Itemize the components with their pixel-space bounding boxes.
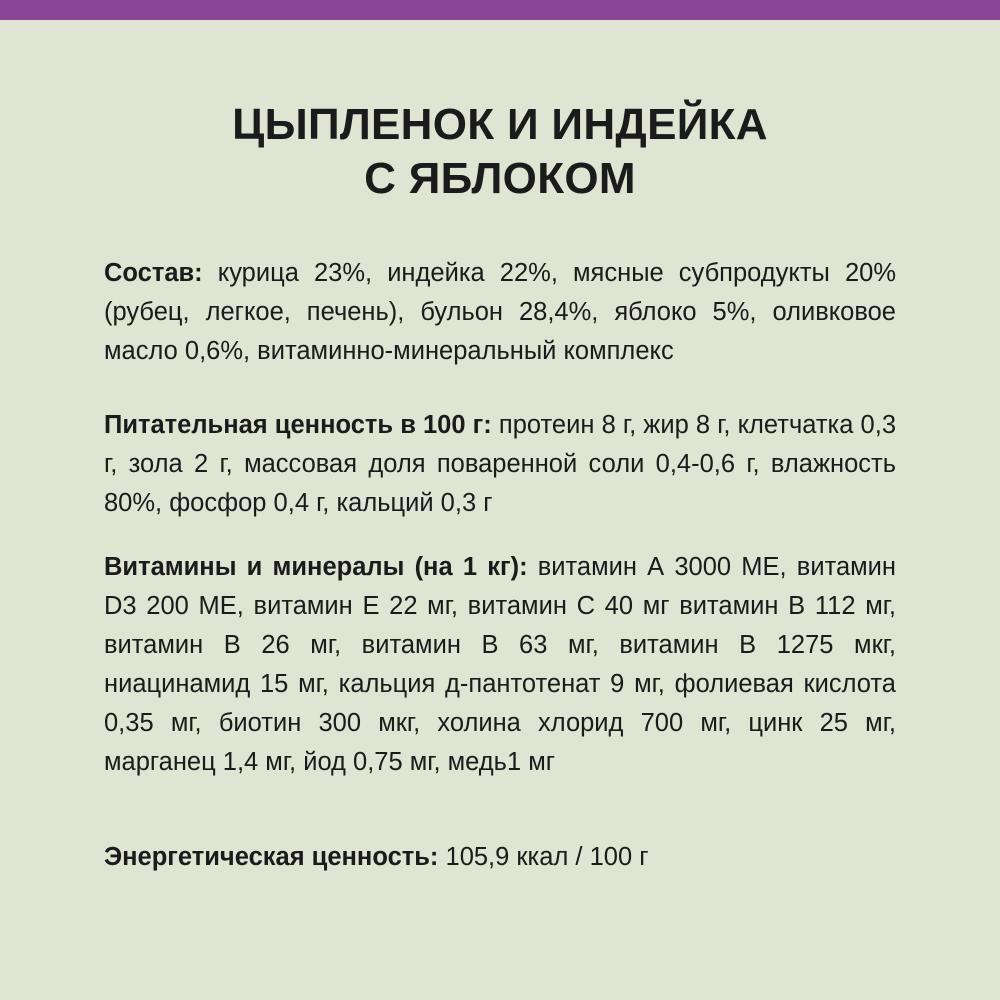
nutrition-section <box>104 406 896 523</box>
nutrition-text: протеин 8 г, жир 8 г, клетчатка 0,3 г, зола 2 г, массовая доля поваренной соли 0,4-0,6 г, влажность 80%, фосфор 0,4 г, кальций 0,3 г <box>104 411 897 517</box>
composition-text: курица 23%, индейка 22%, мясные субпродукты 20% (рубец, легкое, печень), бульон 28,4%, яблоко 5%, оливковое масло 0,6%, витаминно-минеральный комплекс <box>104 259 896 365</box>
vitamins-text: витамин А 3000 МЕ, витамин D3 200 МЕ, витамин Е 22 мг, витамин С 40 мг витамин В 112 мг, витамин В 26 мг, витамин В 63 мг, витамин В 1275 мкг, ниацинамид 15 мг, кальция д-пантотенат 9 мг, фолиевая кислота 0,35 мг, биотин 300 мкг, холина хлорид 700 мг, цинк 25 мг, марганец 1,4 мг, йод 0,75 мг, медь1 мг <box>104 553 896 776</box>
energy-text: 105,9 ккал / 100 г <box>438 843 649 871</box>
nutrition-label: Питательная ценность в 100 г: <box>104 411 492 439</box>
product-title-line-1: ЦЫПЛЕНОК И ИНДЕЙКА <box>232 100 768 149</box>
product-title <box>0 98 1000 206</box>
energy-section <box>104 838 896 877</box>
energy-label: Энергетическая ценность: <box>104 843 439 871</box>
top-accent-bar <box>0 0 1000 20</box>
composition-section <box>104 254 896 371</box>
vitamins-label: Витамины и минералы (на 1 кг): <box>104 553 528 581</box>
vitamins-section <box>104 548 896 782</box>
product-title-line-2: С ЯБЛОКОМ <box>364 154 636 203</box>
composition-label: Состав: <box>104 259 203 287</box>
